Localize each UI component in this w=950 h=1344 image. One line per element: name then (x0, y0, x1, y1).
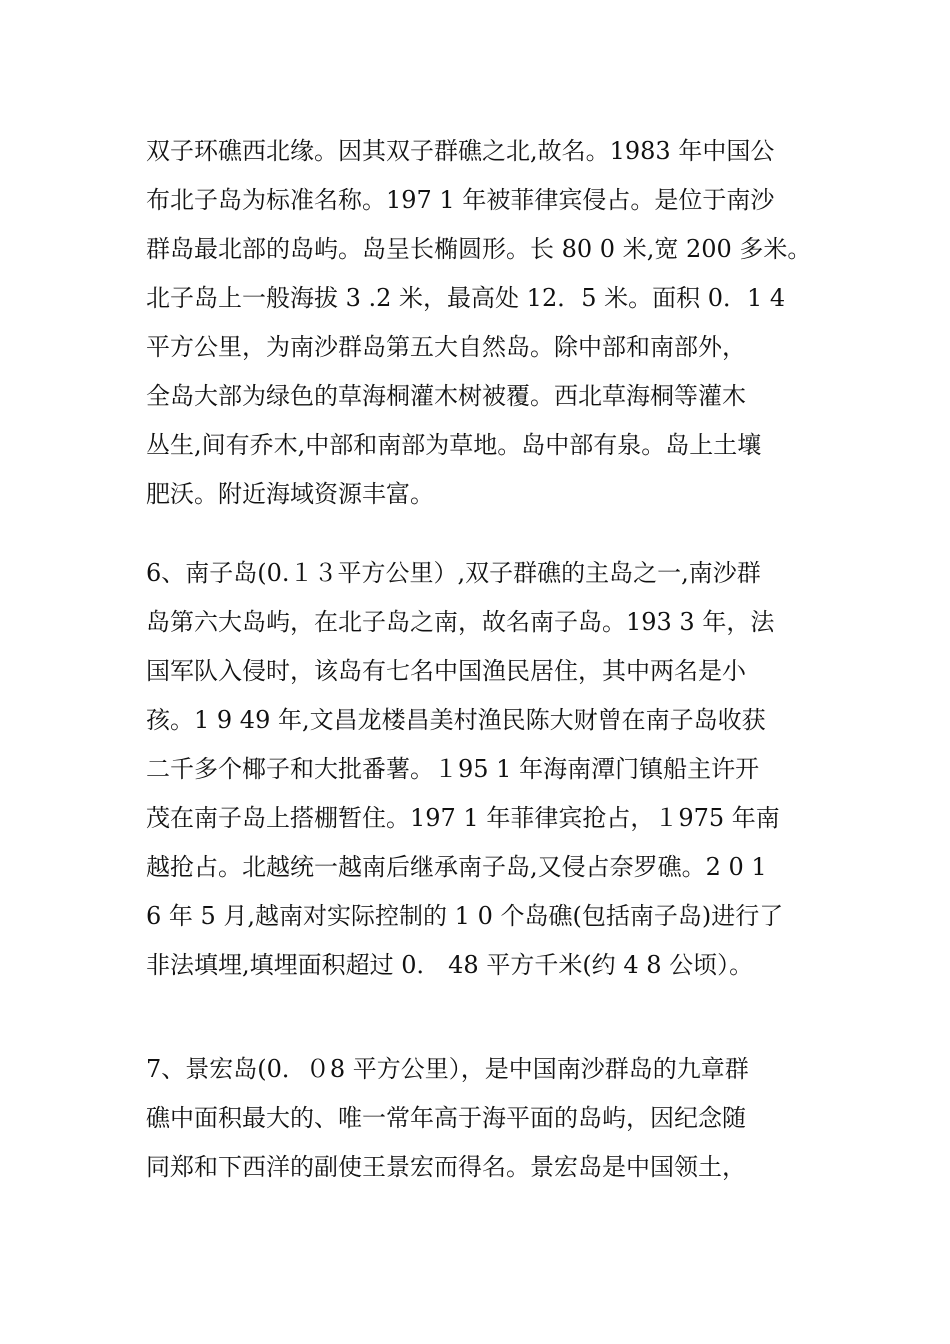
text-line: 礁中面积最大的、唯一常年高于海平面的岛屿，因纪念随 (146, 1104, 746, 1132)
text-line: 布北子岛为标准名称。197 1 年被菲律宾侵占。是位于南沙 (146, 186, 775, 214)
paragraph-beizi-island (146, 127, 846, 519)
text-line: 肥沃。附近海域资源丰富。 (146, 480, 434, 508)
text-line: 全岛大部为绿色的草海桐灌木树被覆。西北草海桐等灌木 (146, 382, 746, 410)
text-line: 茂在南子岛上搭棚暂住。197 1 年菲律宾抢占，１975 年南 (146, 804, 780, 832)
text-line: 同郑和下西洋的副使王景宏而得名。景宏岛是中国领土， (146, 1153, 746, 1181)
text-line: 6 年 5 月,越南对实际控制的 1 0 个岛礁(包括南子岛)进行了 (146, 902, 784, 930)
text-line: 丛生,间有乔木,中部和南部为草地。岛中部有泉。岛上土壤 (146, 431, 762, 459)
text-line: 7、景宏岛(0．０8 平方公里），是中国南沙群岛的九章群 (146, 1055, 749, 1083)
text-line: 6、南子岛(0.１３平方公里）,双子群礁的主岛之一,南沙群 (146, 559, 761, 587)
paragraph-jinghong-island (146, 1045, 846, 1192)
text-line: 国军队入侵时，该岛有七名中国渔民居住，其中两名是小 (146, 657, 746, 685)
paragraph-nanzi-island (146, 549, 846, 990)
text-line: 北子岛上一般海拔 3 .2 米，最高处 12．5 米。面积 0．1 4 (146, 284, 786, 312)
text-line: 平方公里，为南沙群岛第五大自然岛。除中部和南部外， (146, 333, 746, 361)
text-line: 双子环礁西北缘。因其双子群礁之北,故名。1983 年中国公 (146, 137, 775, 165)
text-line: 群岛最北部的岛屿。岛呈长椭圆形。长 80 0 米,宽 200 多米。 (146, 235, 812, 263)
text-line: 非法填埋,填埋面积超过 0． 48 平方千米(约 4 8 公顷）。 (146, 951, 754, 979)
text-line: 二千多个椰子和大批番薯。１95 1 年海南潭门镇船主许开 (146, 755, 760, 783)
text-line: 岛第六大岛屿，在北子岛之南，故名南子岛。193 3 年，法 (146, 608, 775, 636)
text-line: 孩。1 9 49 年,文昌龙楼昌美村渔民陈大财曾在南子岛收获 (146, 706, 766, 734)
text-line: 越抢占。北越统一越南后继承南子岛,又侵占奈罗礁。2 0 1 (146, 853, 767, 881)
